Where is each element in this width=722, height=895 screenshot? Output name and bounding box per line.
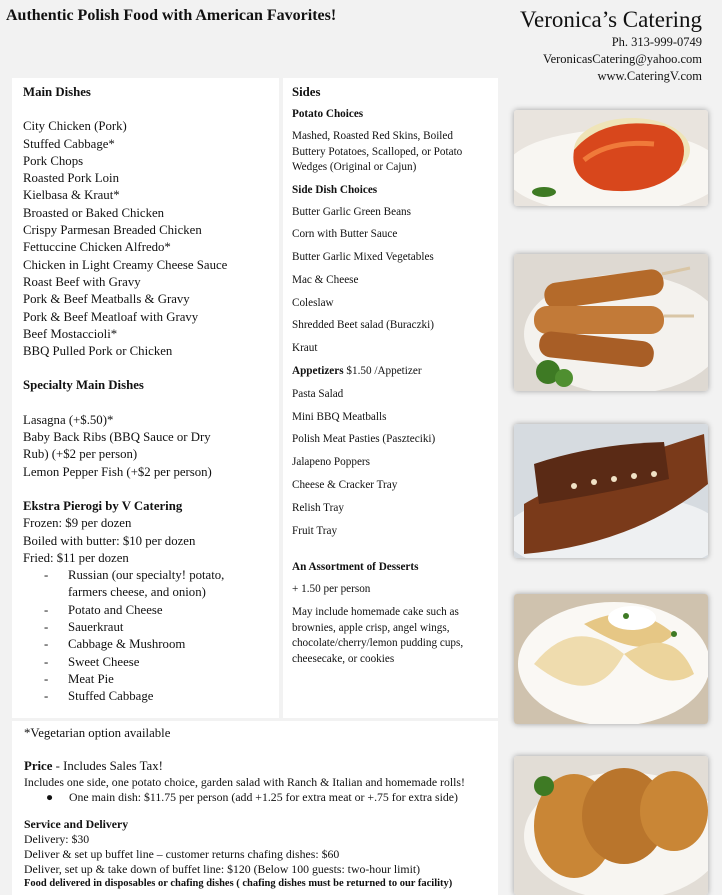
tagline: Authentic Polish Food with American Favorites! <box>6 7 337 24</box>
pierogi-filling <box>23 671 268 688</box>
sides-panel <box>283 78 498 718</box>
main-dish-item: Broasted or Baked Chicken <box>23 205 165 220</box>
email-address[interactable]: VeronicasCatering@yahoo.com <box>542 52 702 66</box>
dash-marker: - <box>44 602 49 617</box>
potato-choices: Mashed, Roasted Red Skins, Boiled Buttery Potatoes, Scalloped, or Potato Wedges (Original or Cajun) <box>292 130 463 173</box>
main-dish-list <box>23 118 268 360</box>
main-dish-item: Beef Mostaccioli* <box>23 326 118 341</box>
appetizer-price: $1.50 /Appetizer <box>343 365 422 378</box>
dash-marker: - <box>44 671 49 686</box>
appetizer-item: Cheese & Cracker Tray <box>292 479 398 492</box>
vegetarian-note: *Vegetarian option available <box>24 726 171 740</box>
pierogi-filling <box>23 654 268 671</box>
desserts-heading: An Assortment of Desserts <box>292 561 419 574</box>
appetizers-heading-line <box>292 364 489 379</box>
main-dish-item: BBQ Pulled Pork or Chicken <box>23 344 173 359</box>
side-dish-item: Shredded Beet salad (Buraczki) <box>292 319 434 332</box>
one-main-dish-price <box>24 790 486 805</box>
appetizer-item: Pasta Salad <box>292 387 344 400</box>
appetizer-item: Mini BBQ Meatballs <box>292 410 387 423</box>
main-dish-item: Stuffed Cabbage* <box>23 136 115 151</box>
specialty-item: Lasagna (+$.50)* <box>23 412 114 427</box>
main-dishes-heading: Main Dishes <box>23 85 91 99</box>
ribs-photo <box>514 424 708 558</box>
desserts-price: + 1.50 per person <box>292 583 371 596</box>
pricing-panel <box>12 721 498 895</box>
pierogi-price: Fried: $11 per dozen <box>23 550 129 565</box>
specialty-list <box>23 412 268 481</box>
side-dish-item: Butter Garlic Mixed Vegetables <box>292 251 434 264</box>
pierogi-filling-label: Sweet Cheese <box>68 654 140 669</box>
one-main-dish-text: One main dish: $11.75 per person (add +1.25 for extra meat or +.75 for extra side) <box>69 790 458 804</box>
appetizer-list <box>292 387 489 539</box>
pierogi-price: Boiled with butter: $10 per dozen <box>23 533 196 548</box>
pierogi-filling-label: farmers cheese, and onion) <box>68 585 206 600</box>
main-dish-item: Pork Chops <box>23 153 84 168</box>
business-contact-block <box>520 6 702 85</box>
pierogi-filling-label: Potato and Cheese <box>68 602 163 617</box>
pierogi-filling <box>23 688 268 705</box>
bullet-marker: ● <box>46 790 54 804</box>
dash-marker: - <box>44 637 49 652</box>
side-dish-item: Corn with Butter Sauce <box>292 228 398 241</box>
specialty-item: Lemon Pepper Fish (+$2 per person) <box>23 464 212 479</box>
specialty-item: Baby Back Ribs (BBQ Sauce or Dry <box>23 430 211 445</box>
pierogi-filling <box>23 567 268 584</box>
city-chicken-photo <box>514 254 708 391</box>
pierogi-filling-label: Stuffed Cabbage <box>68 689 154 704</box>
main-dish-item: Chicken in Light Creamy Cheese Sauce <box>23 257 228 272</box>
main-dish-item: City Chicken (Pork) <box>23 119 127 134</box>
delivery-fee: Delivery: $30 <box>24 832 90 846</box>
side-dish-item: Mac & Cheese <box>292 273 359 286</box>
pierogi-filling <box>23 636 268 653</box>
service-heading: Service and Delivery <box>24 817 129 831</box>
pierogi-filling <box>23 602 268 619</box>
website-link[interactable]: www.CateringV.com <box>597 69 702 83</box>
setup-fee: Deliver & set up buffet line – customer returns chafing dishes: $60 <box>24 847 340 861</box>
pierogi-heading: Ekstra Pierogi by V Catering <box>23 498 183 513</box>
dash-marker: - <box>44 568 49 583</box>
sides-heading: Sides <box>292 85 321 99</box>
main-dish-item: Roast Beef with Gravy <box>23 274 141 289</box>
phone-number[interactable]: Ph. 313-999-0749 <box>611 35 702 49</box>
dash-marker: - <box>44 654 49 669</box>
side-dish-heading: Side Dish Choices <box>292 183 378 196</box>
business-name: Veronica’s Catering <box>519 7 702 32</box>
main-dish-item: Crispy Parmesan Breaded Chicken <box>23 223 202 238</box>
pierogi-photo <box>514 594 708 724</box>
main-dish-item: Pork & Beef Meatballs & Gravy <box>23 292 190 307</box>
stuffed-cabbage-photo <box>514 110 708 206</box>
dash-marker: - <box>44 620 49 635</box>
price-heading: Price <box>24 759 53 773</box>
disposables-note: Food delivered in disposables or chafing dishes ( chafing dishes must be returned to our facility) <box>24 878 453 889</box>
side-dish-list <box>292 205 489 357</box>
pierogi-filling <box>23 619 268 636</box>
pierogi-filling-label: Sauerkraut <box>68 620 124 635</box>
price-heading-rest: - Includes Sales Tax! <box>52 759 163 773</box>
potato-heading: Potato Choices <box>292 108 364 120</box>
appetizers-heading: Appetizers <box>292 365 344 378</box>
pierogi-filling-label: Meat Pie <box>68 671 114 686</box>
appetizer-item: Relish Tray <box>292 501 344 514</box>
breaded-cutlets-photo <box>514 756 708 895</box>
price-heading-line <box>24 758 486 775</box>
side-dish-item: Butter Garlic Green Beans <box>292 205 411 218</box>
main-dish-item: Kielbasa & Kraut* <box>23 188 120 203</box>
pierogi-filling-label: Russian (our specialty! potato, <box>68 568 225 583</box>
pierogi-filling <box>23 584 268 601</box>
specialty-heading: Specialty Main Dishes <box>23 378 144 393</box>
pierogi-filling-label: Cabbage & Mushroom <box>68 637 186 652</box>
setup-takedown-fee: Deliver, set up & take down of buffet line: $120 (Below 100 guests: two-hour limit) <box>24 862 421 876</box>
appetizer-item: Fruit Tray <box>292 524 338 537</box>
appetizer-item: Jalapeno Poppers <box>292 456 370 469</box>
appetizer-item: Polish Meat Pasties (Paszteciki) <box>292 433 436 446</box>
side-dish-item: Coleslaw <box>292 296 334 309</box>
specialty-item: Rub) (+$2 per person) <box>23 447 138 462</box>
main-dishes-panel <box>12 78 279 718</box>
pierogi-price: Frozen: $9 per dozen <box>23 516 132 531</box>
desserts-description: May include homemade cake such as brownies, apple crisp, angel wings, chocolate/cherry/lemon pudding cups, cheesecake, or cookies <box>292 606 464 665</box>
main-dish-item: Pork & Beef Meatloaf with Gravy <box>23 309 199 324</box>
side-dish-item: Kraut <box>292 342 318 355</box>
dash-marker: - <box>44 689 49 704</box>
pierogi-filling-list <box>23 567 268 705</box>
price-includes: Includes one side, one potato choice, garden salad with Ranch & Italian and homemade rolls! <box>24 775 465 789</box>
main-dish-item: Roasted Pork Loin <box>23 171 119 186</box>
main-dish-item: Fettuccine Chicken Alfredo* <box>23 240 171 255</box>
